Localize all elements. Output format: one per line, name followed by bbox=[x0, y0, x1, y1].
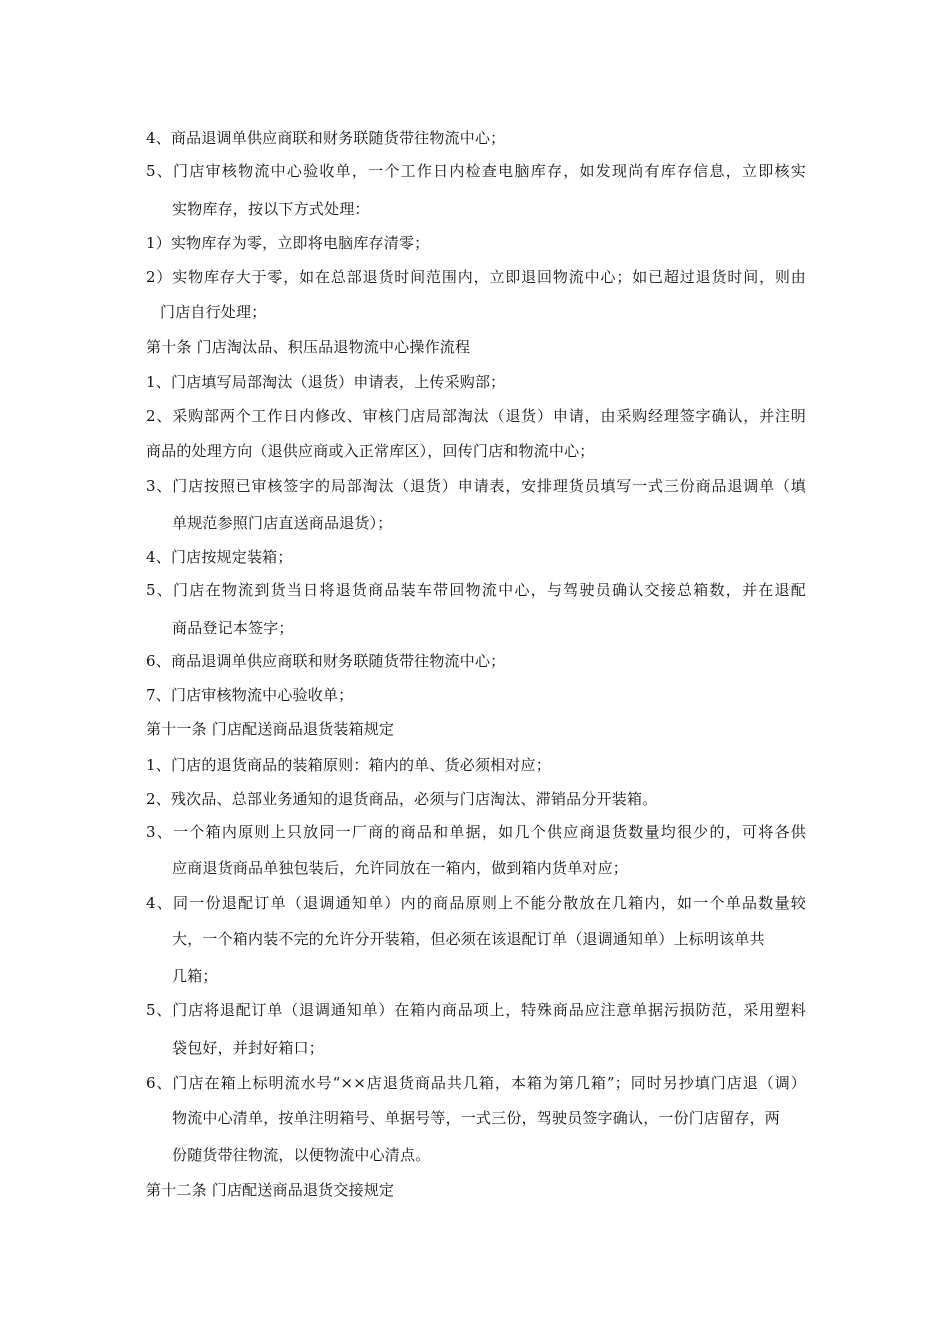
text-line: 6、商品退调单供应商联和财务联随货带往物流中心； bbox=[146, 652, 506, 670]
text-line: 单规范参照门店直送商品退货）； bbox=[172, 514, 393, 532]
text-line: 5、门店将退配订单（退调通知单）在箱内商品项上，特殊商品应注意单据污损防范，采用塑料 bbox=[146, 1001, 806, 1019]
text-line: 4、同一份退配订单（退调通知单）内的商品原则上不能分散放在几箱内，如一个单品数量较 bbox=[146, 894, 806, 912]
text-line: 1、门店填写局部淘汰（退货）申请表，上传采购部； bbox=[146, 373, 506, 391]
text-line: 3、门店按照已审核签字的局部淘汰（退货）申请表，安排理货员填写一式三份商品退调单（填 bbox=[146, 477, 806, 495]
text-line: 几箱； bbox=[172, 967, 218, 985]
section-heading: 第十条 门店淘汰品、积压品退物流中心操作流程 bbox=[146, 338, 471, 356]
text-line: 2、采购部两个工作日内修改、审核门店局部淘汰（退货）申请，由采购经理签字确认，并注明 bbox=[146, 407, 806, 425]
text-line: 4、门店按规定装箱； bbox=[146, 548, 293, 566]
text-line: 商品登记本签字； bbox=[172, 619, 294, 637]
text-line: 3、一个箱内原则上只放同一厂商的商品和单据，如几个供应商退货数量均很少的，可将各供 bbox=[146, 823, 806, 841]
text-line: 份随货带往物流，以便物流中心清点。 bbox=[172, 1146, 431, 1164]
text-line: 2）实物库存大于零，如在总部退货时间范围内，立即退回物流中心；如已超过退货时间，则由 bbox=[146, 268, 806, 286]
text-line: 实物库存，按以下方式处理： bbox=[172, 200, 370, 218]
text-line: 应商退货商品单独包装后，允许同放在一箱内，做到箱内货单对应； bbox=[172, 859, 629, 877]
text-line: 7、门店审核物流中心验收单； bbox=[146, 686, 354, 704]
section-heading: 第十一条 门店配送商品退货装箱规定 bbox=[146, 720, 395, 738]
text-line: 1、门店的退货商品的装箱原则：箱内的单、货必须相对应； bbox=[146, 756, 551, 774]
text-line: 大，一个箱内装不完的允许分开装箱，但必须在该退配订单（退调通知单）上标明该单共 bbox=[172, 930, 765, 948]
text-line: 5、门店在物流到货当日将退货商品装车带回物流中心，与驾驶员确认交接总箱数，并在退配 bbox=[146, 581, 806, 599]
text-line: 6、门店在箱上标明流水号“××店退货商品共几箱，本箱为第几箱”；同时另抄填门店退（调） bbox=[146, 1074, 806, 1092]
section-heading: 第十二条 门店配送商品退货交接规定 bbox=[146, 1181, 395, 1199]
text-line: 4、商品退调单供应商联和财务联随货带往物流中心； bbox=[146, 129, 506, 147]
text-line: 门店自行处理； bbox=[160, 303, 267, 321]
text-line: 商品的处理方向（退供应商或入正常库区），回传门店和物流中心； bbox=[146, 442, 595, 460]
text-line: 袋包好，并封好箱口； bbox=[172, 1039, 325, 1057]
text-line: 物流中心清单，按单注明箱号、单据号等，一式三份，驾驶员签字确认，一份门店留存，两 bbox=[172, 1109, 781, 1127]
text-line: 2、残次品、总部业务通知的退货商品，必须与门店淘汰、滞销品分开装箱。 bbox=[146, 790, 658, 808]
text-line: 1）实物库存为零，立即将电脑库存清零； bbox=[146, 234, 430, 252]
text-line: 5、门店审核物流中心验收单，一个工作日内检查电脑库存，如发现尚有库存信息，立即核实 bbox=[146, 162, 806, 180]
